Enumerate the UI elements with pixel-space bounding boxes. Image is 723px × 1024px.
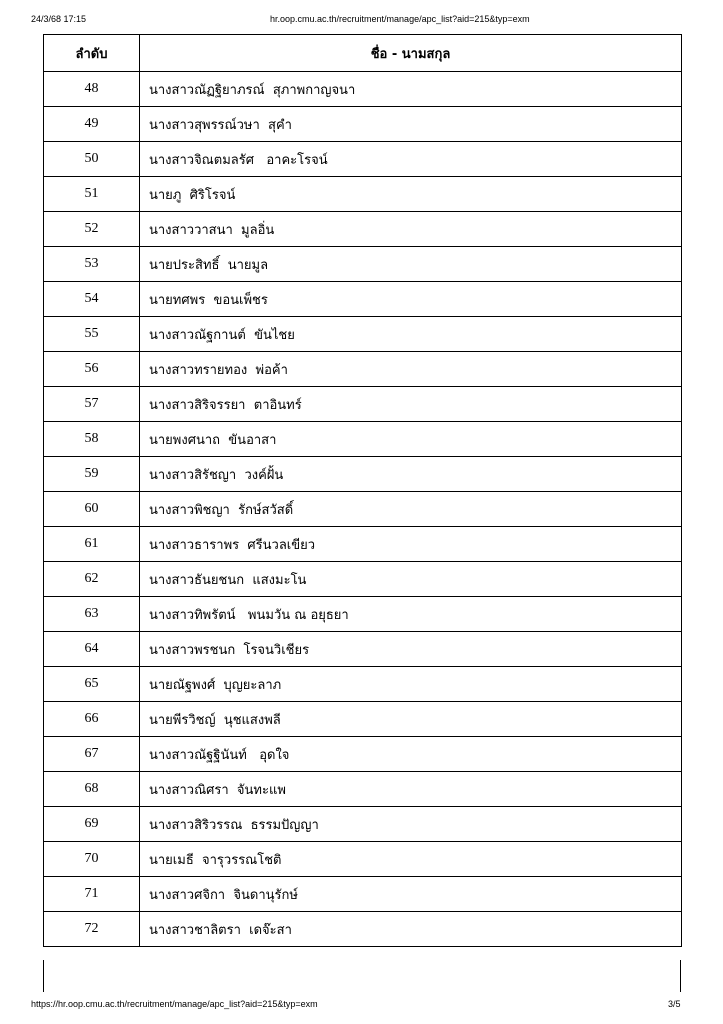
row-order-number: 48 <box>44 72 140 107</box>
table-row <box>44 142 682 177</box>
table-row <box>44 352 682 387</box>
row-order-number: 58 <box>44 422 140 457</box>
row-full-name: นางสาวสิริวรรณ ธรรมปัญญา <box>140 807 682 842</box>
table-row <box>44 422 682 457</box>
row-full-name: นางสาวพิชญา รักษ์สวัสดิ์ <box>140 492 682 527</box>
row-order-number: 70 <box>44 842 140 877</box>
row-order-number: 62 <box>44 562 140 597</box>
row-full-name: นางสาวสิริจรรยา ตาอินทร์ <box>140 387 682 422</box>
row-full-name: นางสาวพรชนก โรจนวิเชียร <box>140 632 682 667</box>
row-full-name: นางสาวทรายทอง พ่อค้า <box>140 352 682 387</box>
row-order-number: 57 <box>44 387 140 422</box>
table-row <box>44 282 682 317</box>
row-order-number: 66 <box>44 702 140 737</box>
row-order-number: 61 <box>44 527 140 562</box>
applicant-list-table <box>43 34 682 947</box>
row-order-number: 49 <box>44 107 140 142</box>
row-full-name: นางสาวชาลิตรา เดจ๊ะสา <box>140 912 682 947</box>
table-row <box>44 387 682 422</box>
row-order-number: 67 <box>44 737 140 772</box>
table-body <box>44 72 682 947</box>
row-full-name: นายเมธี จารุวรรณโชติ <box>140 842 682 877</box>
table-row <box>44 247 682 282</box>
table-row <box>44 527 682 562</box>
table-header <box>44 35 682 72</box>
row-order-number: 54 <box>44 282 140 317</box>
row-full-name: นางสาวจิณตมลรัศ อาคะโรจน์ <box>140 142 682 177</box>
row-order-number: 50 <box>44 142 140 177</box>
table-row <box>44 457 682 492</box>
table-row <box>44 912 682 947</box>
row-order-number: 71 <box>44 877 140 912</box>
row-full-name: นางสาวทิพรัตน์ พนมวัน ณ อยุธยา <box>140 597 682 632</box>
print-datetime: 24/3/68 17:15 <box>31 14 87 24</box>
row-full-name: นายพงศนาถ ขันอาสา <box>140 422 682 457</box>
table-row <box>44 807 682 842</box>
row-full-name: นางสาวณัฐฐินันท์ อุดใจ <box>140 737 682 772</box>
row-full-name: นายภู ศิริโรจน์ <box>140 177 682 212</box>
table-row <box>44 212 682 247</box>
row-full-name: นายณัฐพงศ์ บุญยะลาภ <box>140 667 682 702</box>
table-row <box>44 72 682 107</box>
column-header-order: ลำดับ <box>44 35 140 72</box>
row-full-name: นางสาวธาราพร ศรีนวลเขียว <box>140 527 682 562</box>
table-row <box>44 317 682 352</box>
print-header-url: hr.oop.cmu.ac.th/recruitment/manage/apc_list?aid=215&typ=exm <box>270 14 530 24</box>
table-row <box>44 702 682 737</box>
row-full-name: นางสาววาสนา มูลอิ่น <box>140 212 682 247</box>
table-row <box>44 842 682 877</box>
table-row <box>44 107 682 142</box>
row-order-number: 65 <box>44 667 140 702</box>
column-header-name: ชื่อ - นามสกุล <box>140 35 682 72</box>
row-full-name: นางสาวธันยชนก แสงมะโน <box>140 562 682 597</box>
table-row <box>44 562 682 597</box>
row-full-name: นายทศพร ขอนเพ็ชร <box>140 282 682 317</box>
row-order-number: 60 <box>44 492 140 527</box>
table-row <box>44 632 682 667</box>
table-row <box>44 492 682 527</box>
row-order-number: 63 <box>44 597 140 632</box>
row-full-name: นายประสิทธิ์ นายมูล <box>140 247 682 282</box>
row-order-number: 53 <box>44 247 140 282</box>
row-order-number: 55 <box>44 317 140 352</box>
row-full-name: นายพีรวิชญ์ นุชแสงพลี <box>140 702 682 737</box>
table-row <box>44 737 682 772</box>
row-order-number: 69 <box>44 807 140 842</box>
row-order-number: 64 <box>44 632 140 667</box>
row-order-number: 59 <box>44 457 140 492</box>
page-number: 3/5 <box>668 999 681 1009</box>
row-full-name: นางสาวศจิกา จินดานุรักษ์ <box>140 877 682 912</box>
row-full-name: นางสาวณัฏฐิยาภรณ์ สุภาพกาญจนา <box>140 72 682 107</box>
table-row <box>44 597 682 632</box>
row-order-number: 56 <box>44 352 140 387</box>
row-order-number: 68 <box>44 772 140 807</box>
row-full-name: นางสาวณิศรา จันทะแพ <box>140 772 682 807</box>
row-full-name: นางสาวสิรัชญา วงค์ฝั้น <box>140 457 682 492</box>
table-row <box>44 772 682 807</box>
row-full-name: นางสาวสุพรรณ์วษา สุคำ <box>140 107 682 142</box>
table-row <box>44 877 682 912</box>
table-row <box>44 177 682 212</box>
print-footer-url: https://hr.oop.cmu.ac.th/recruitment/manage/apc_list?aid=215&typ=exm <box>31 999 318 1009</box>
row-full-name: นางสาวณัฐกานต์ ขันไชย <box>140 317 682 352</box>
row-order-number: 72 <box>44 912 140 947</box>
table-continuation <box>43 960 681 992</box>
row-order-number: 51 <box>44 177 140 212</box>
row-order-number: 52 <box>44 212 140 247</box>
table-row <box>44 667 682 702</box>
